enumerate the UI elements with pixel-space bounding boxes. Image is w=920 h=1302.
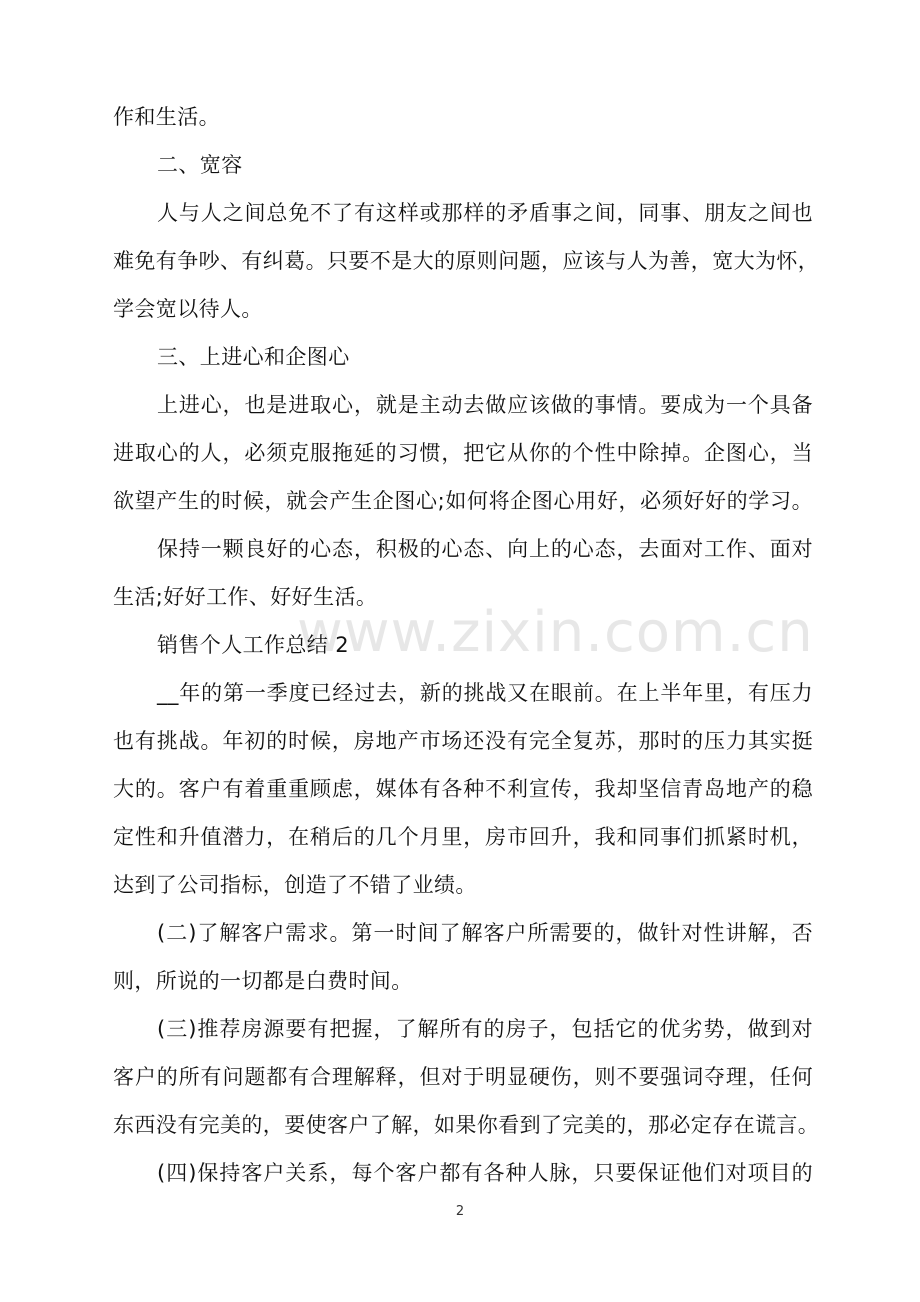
text-line: 作和生活。 [113, 105, 220, 129]
text-line: 大的。客户有着重重顾虑，媒体有各种不利宣传，我却坚信青岛地产的稳 [113, 777, 813, 801]
section-heading: 二、宽容 [157, 153, 243, 177]
text-line: 难免有争吵、有纠葛。只要不是大的原则问题，应该与人为善，宽大为怀， [113, 249, 820, 273]
text-line: 进取心的人，必须克服拖延的习惯，把它从你的个性中除掉。企图心，当 [113, 441, 813, 465]
text-line: __年的第一季度已经过去，新的挑战又在眼前。在上半年里，有压力 [157, 681, 813, 705]
text-line: 生活;好好工作、好好生活。 [113, 585, 378, 609]
text-line: 保持一颗良好的心态，积极的心态、向上的心态，去面对工作、面对 [157, 537, 813, 561]
section-heading: 三、上进心和企图心 [157, 345, 350, 369]
document-body [113, 93, 820, 1197]
text-line: 上进心，也是进取心，就是主动去做应该做的事情。要成为一个具备 [157, 393, 813, 417]
text-line: 定性和升值潜力，在稍后的几个月里，房市回升，我和同事们抓紧时机， [113, 825, 813, 849]
text-line: (二)了解客户需求。第一时间了解客户所需要的，做针对性讲解，否 [157, 921, 813, 945]
text-line: 人与人之间总免不了有这样或那样的矛盾事之间，同事、朋友之间也 [157, 201, 813, 225]
text-line: 东西没有完美的，要使客户了解，如果你看到了完美的，那必定存在谎言。 [113, 1113, 820, 1137]
text-line: 则，所说的一切都是白费时间。 [113, 969, 413, 993]
text-line: 欲望产生的时候，就会产生企图心;如何将企图心用好，必须好好的学习。 [113, 489, 813, 513]
text-line: (三)推荐房源要有把握，了解所有的房子，包括它的优劣势，做到对 [157, 1017, 813, 1041]
watermark: www.zixin.com.cn [297, 600, 814, 665]
text-line: (四)保持客户关系，每个客户都有各种人脉，只要保证他们对项目的 [157, 1161, 813, 1185]
text-line: 客户的所有问题都有合理解释，但对于明显硬伤，则不要强词夺理，任何 [113, 1065, 813, 1089]
text-line: 达到了公司指标，创造了不错了业绩。 [113, 873, 477, 897]
page-number: 2 [455, 1204, 465, 1219]
section-heading: 销售个人工作总结 2 [157, 633, 350, 657]
text-line: 学会宽以待人。 [113, 297, 263, 321]
text-line: 也有挑战。年初的时候，房地产市场还没有完全复苏，那时的压力其实挺 [113, 729, 813, 753]
